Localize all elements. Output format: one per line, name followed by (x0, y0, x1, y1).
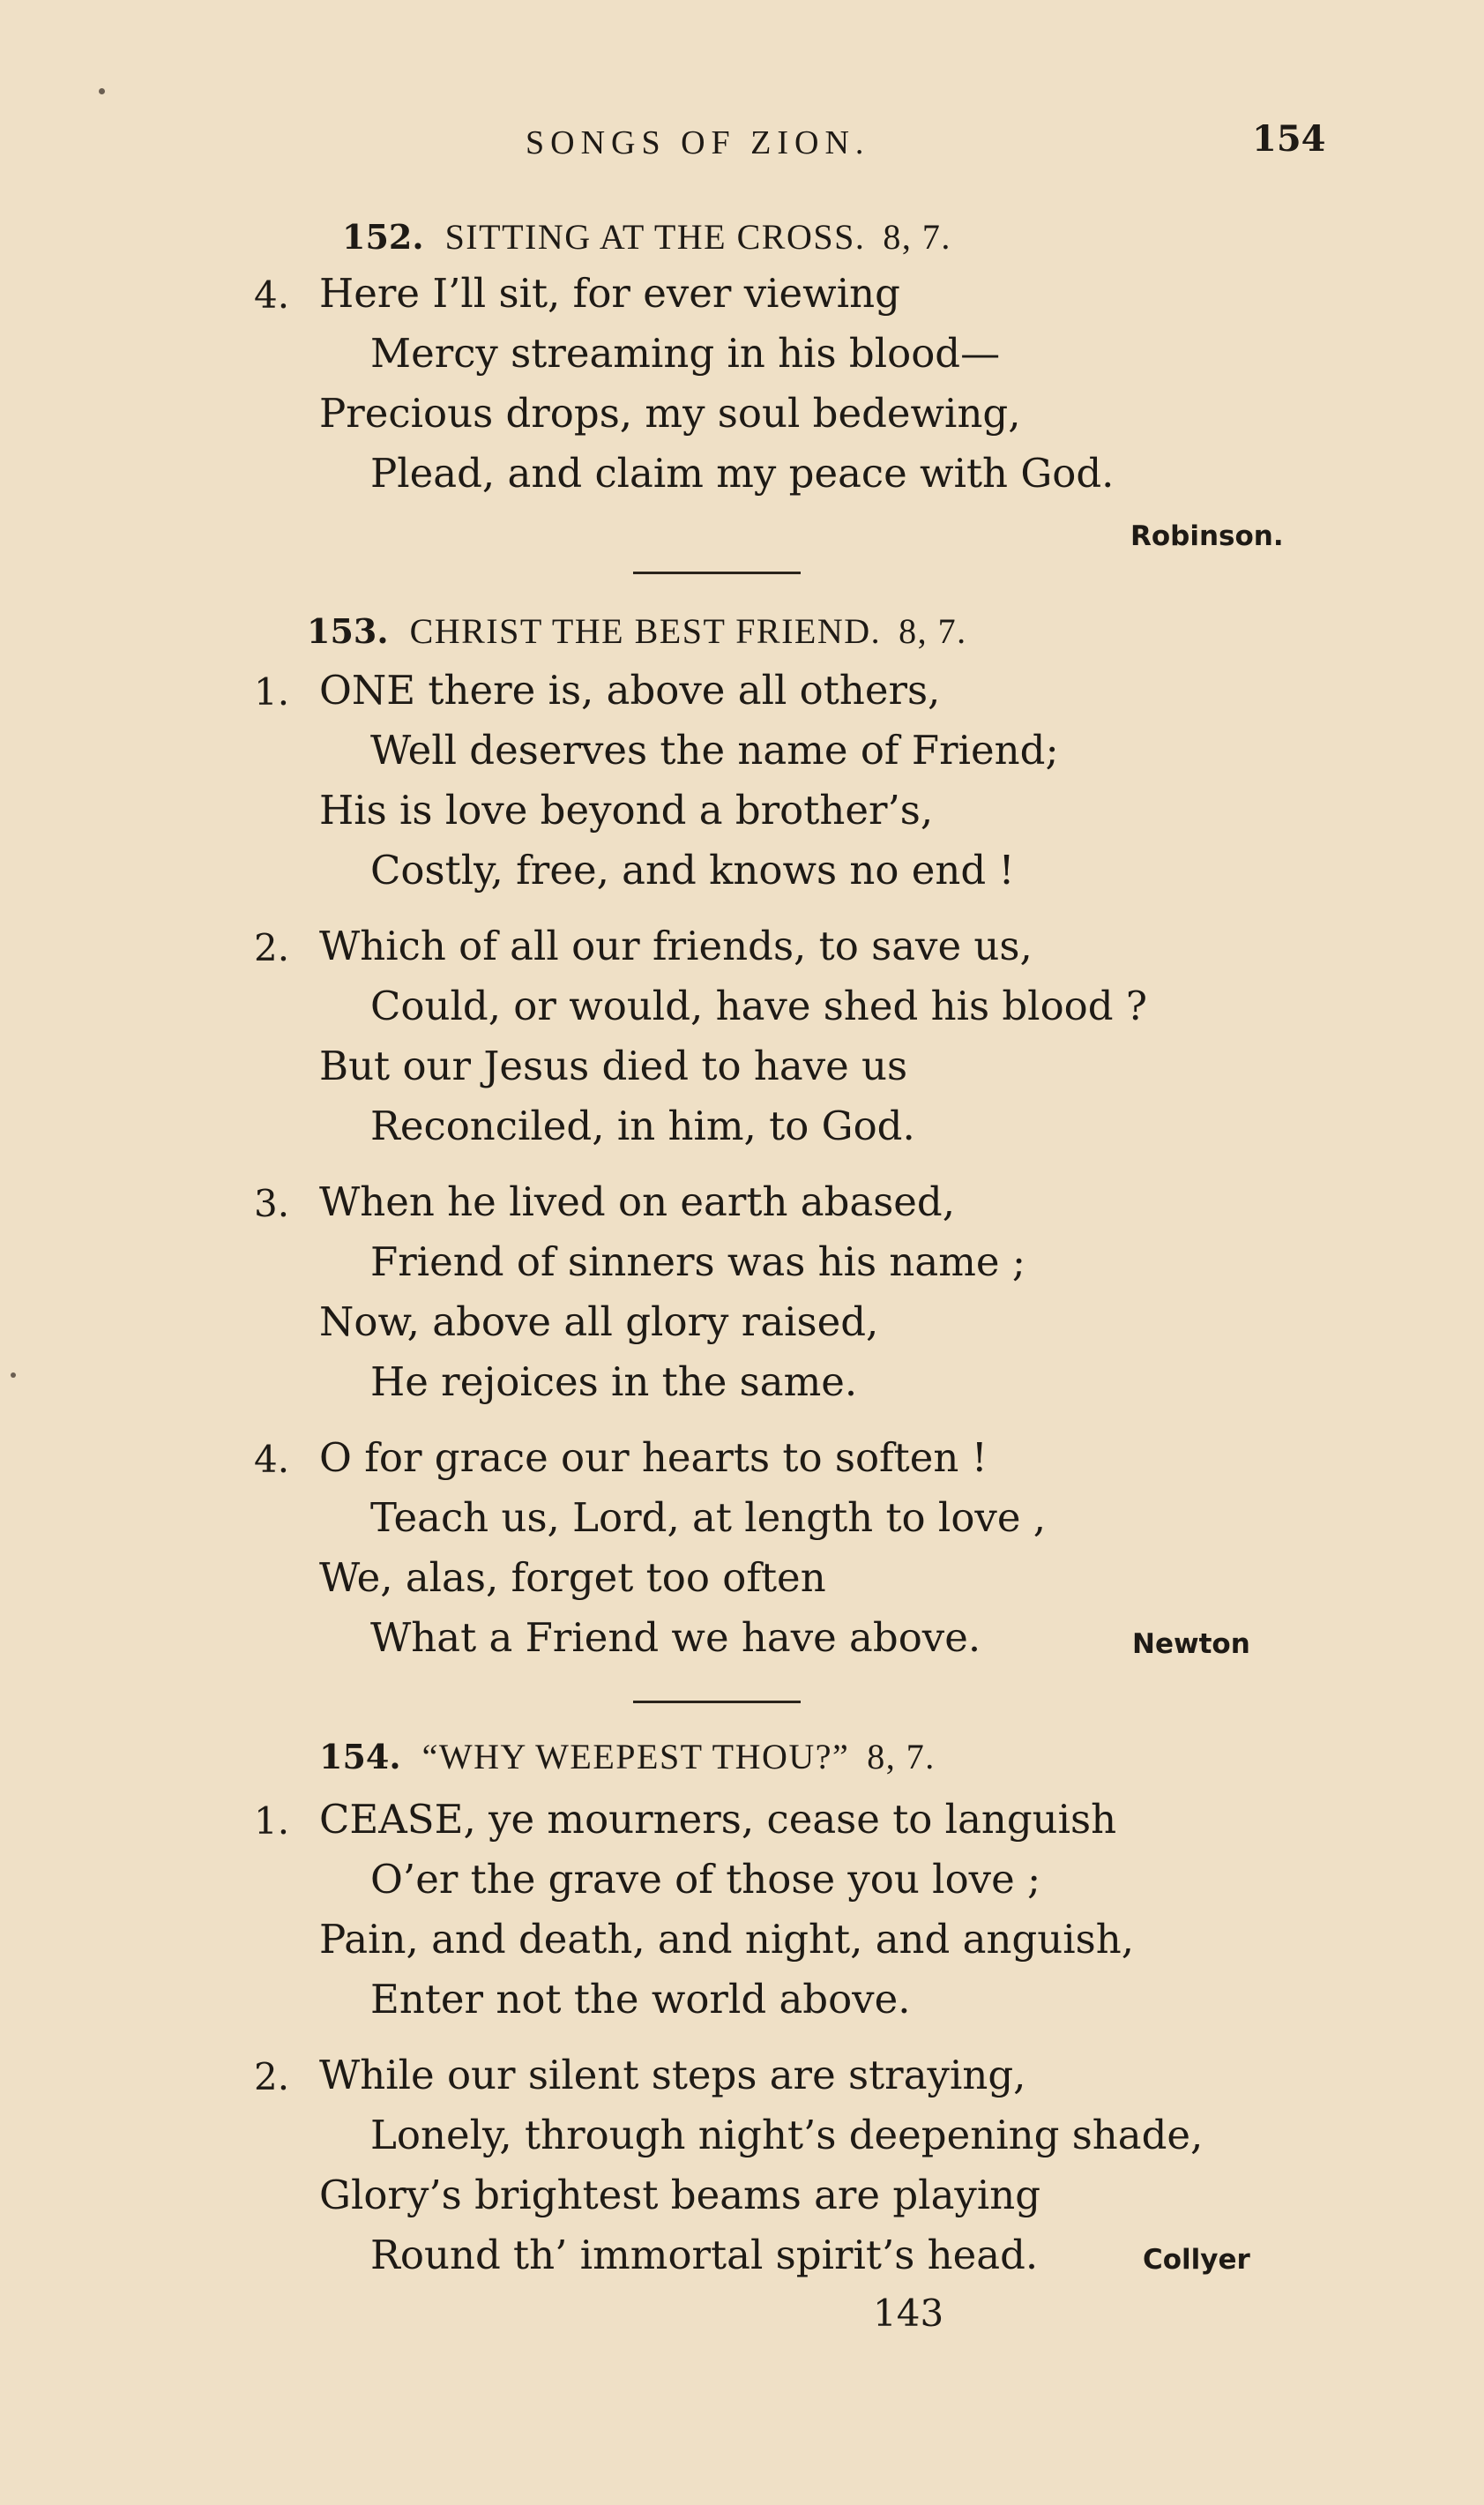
paper-speck (11, 1372, 16, 1378)
verse-line: Pain, and death, and night, and anguish, (319, 1916, 1134, 1963)
verse-number: 2. (254, 2055, 290, 2098)
hymn-153-heading (307, 610, 967, 652)
verse-number: 1. (254, 670, 290, 714)
hymn-meter: 8, 7. (899, 611, 967, 651)
verse-line: Well deserves the name of Friend; (370, 727, 1059, 774)
verse-line: Here I’ll sit, for ever viewing (319, 270, 900, 317)
verse-line: Reconciled, in him, to God. (370, 1103, 915, 1149)
section-divider (633, 572, 801, 574)
verse-line: O for grace our hearts to soften ! (319, 1434, 988, 1481)
verse-line: Precious drops, my soul bedewing, (319, 390, 1021, 437)
hymn-title: SITTING AT THE CROSS. (444, 217, 866, 257)
section-divider (633, 1701, 801, 1703)
hymn-154-heading (319, 1736, 936, 1777)
hymn-number: 152. (342, 217, 424, 257)
verse-line: He rejoices in the same. (370, 1358, 858, 1405)
hymn-number: 153. (307, 611, 389, 651)
hymn-title: CHRIST THE BEST FRIEND. (409, 611, 882, 651)
verse-line: His is love beyond a brother’s, (319, 787, 934, 834)
verse-line: Could, or would, have shed his blood ? (370, 983, 1147, 1029)
hymn-meter: 8, 7. (867, 1737, 936, 1776)
verse-number: 2. (254, 926, 290, 969)
verse-line: Now, above all glory raised, (319, 1298, 879, 1345)
hymn-author: Newton (1132, 1628, 1250, 1660)
verse-line: But our Jesus died to have us (319, 1043, 908, 1089)
verse-line: CEASE, ye mourners, cease to languish (319, 1796, 1117, 1843)
paper-speck (99, 88, 105, 94)
verse-line: Mercy streaming in his blood— (370, 330, 1001, 377)
verse-line: When he lived on earth abased, (319, 1178, 956, 1225)
verse-line: Which of all our friends, to save us, (319, 923, 1033, 969)
verse-number: 1. (254, 1799, 290, 1843)
verse-line: Teach us, Lord, at length to love , (370, 1494, 1047, 1541)
hymn-title: “WHY WEEPEST THOU?” (421, 1737, 850, 1776)
verse-line: Friend of sinners was his name ; (370, 1238, 1025, 1285)
hymn-number: 154. (319, 1737, 401, 1776)
verse-line: ONE there is, above all others, (319, 667, 941, 714)
verse-line: Costly, free, and knows no end ! (370, 847, 1015, 894)
verse-line: We, alas, forget too often (319, 1554, 826, 1601)
header-page-number: 154 (1252, 118, 1326, 160)
verse-line: Glory’s brightest beams are playing (319, 2172, 1040, 2218)
verse-line: Lonely, through night’s deepening shade, (370, 2112, 1204, 2158)
verse-line: While our silent steps are straying, (319, 2052, 1026, 2098)
verse-number: 3. (254, 1182, 290, 1225)
verse-line: O’er the grave of those you love ; (370, 1856, 1041, 1903)
running-head-title: SONGS OF ZION. (526, 124, 870, 161)
hymn-author: Robinson. (1130, 520, 1284, 552)
verse-number: 4. (254, 273, 290, 317)
verse-number: 4. (254, 1438, 290, 1481)
hymn-meter: 8, 7. (883, 217, 951, 257)
verse-line: Round th’ immortal spirit’s head. (370, 2232, 1039, 2278)
hymn-author: Collyer (1143, 2244, 1250, 2276)
verse-line: Plead, and claim my peace with God. (370, 450, 1115, 497)
footer-page-number: 143 (873, 2292, 944, 2335)
hymn-152-heading (342, 216, 951, 258)
verse-line: What a Friend we have above. (370, 1614, 981, 1661)
verse-line: Enter not the world above. (370, 1976, 911, 2023)
